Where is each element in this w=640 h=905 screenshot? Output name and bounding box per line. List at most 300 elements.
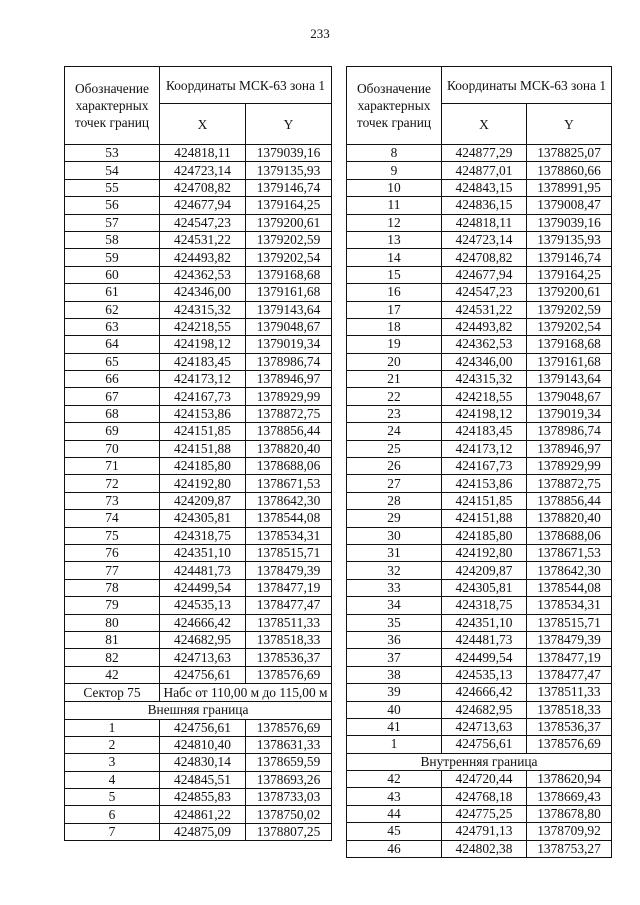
coord-x: 424547,23 [442, 284, 527, 301]
point-id: 68 [65, 405, 160, 422]
coord-y: 1378515,71 [246, 544, 332, 561]
table-row [65, 371, 332, 388]
coord-y: 1378518,33 [246, 631, 332, 648]
coord-x: 424153,86 [160, 405, 246, 422]
coord-y: 1378929,99 [246, 388, 332, 405]
coord-y: 1378479,39 [246, 562, 332, 579]
coord-x: 424836,15 [442, 197, 527, 214]
table-row [65, 492, 332, 509]
coord-x: 424318,75 [442, 597, 527, 614]
coord-y: 1378477,47 [246, 597, 332, 614]
coord-x: 424535,13 [160, 597, 246, 614]
point-id: 74 [65, 510, 160, 527]
coord-y: 1378511,33 [527, 684, 612, 701]
point-id: 22 [347, 388, 442, 405]
point-id: 14 [347, 249, 442, 266]
coord-y: 1378631,33 [246, 736, 332, 753]
coord-x: 424713,63 [442, 718, 527, 735]
header-x: X [442, 104, 527, 145]
point-id: 64 [65, 336, 160, 353]
point-id: 9 [347, 162, 442, 179]
table-row [65, 249, 332, 266]
point-id: 81 [65, 631, 160, 648]
coord-y: 1378477,19 [246, 579, 332, 596]
coord-y: 1379135,93 [246, 162, 332, 179]
point-id: 34 [347, 597, 442, 614]
coord-y: 1378671,53 [246, 475, 332, 492]
coord-x: 424723,14 [442, 231, 527, 248]
point-id: 29 [347, 510, 442, 527]
point-id: 31 [347, 544, 442, 561]
table-row [347, 301, 612, 318]
point-id: 77 [65, 562, 160, 579]
coord-x: 424855,83 [160, 789, 246, 806]
coord-x: 424151,88 [442, 510, 527, 527]
coord-y: 1379143,64 [527, 371, 612, 388]
coord-y: 1378986,74 [246, 353, 332, 370]
coord-y: 1378750,02 [246, 806, 332, 823]
point-id: 3 [65, 754, 160, 771]
coord-y: 1379019,34 [527, 405, 612, 422]
table-row [65, 544, 332, 561]
coord-x: 424351,10 [160, 544, 246, 561]
point-id: 57 [65, 214, 160, 231]
coord-x: 424493,82 [442, 318, 527, 335]
coord-x: 424531,22 [160, 231, 246, 248]
coord-x: 424481,73 [442, 631, 527, 648]
table-row [347, 631, 612, 648]
table-row [347, 162, 612, 179]
coord-y: 1378860,66 [527, 162, 612, 179]
coord-x: 424153,86 [442, 475, 527, 492]
table-row [65, 666, 332, 683]
sector-name: Сектор 75 [65, 684, 160, 702]
table-row [65, 614, 332, 631]
coord-y: 1378709,92 [527, 823, 612, 840]
coord-y: 1378544,08 [527, 579, 612, 596]
point-id: 44 [347, 805, 442, 822]
coord-y: 1378669,43 [527, 788, 612, 805]
point-id: 54 [65, 162, 160, 179]
coord-y: 1378678,80 [527, 805, 612, 822]
table-row [65, 631, 332, 648]
coord-y: 1378659,59 [246, 754, 332, 771]
coord-y: 1379202,54 [246, 249, 332, 266]
table-row [65, 301, 332, 318]
coord-x: 424185,80 [160, 458, 246, 475]
point-id: 56 [65, 197, 160, 214]
point-id: 30 [347, 527, 442, 544]
table-row [347, 440, 612, 457]
point-id: 73 [65, 492, 160, 509]
coord-x: 424723,14 [160, 162, 246, 179]
table-row [65, 649, 332, 666]
point-id: 27 [347, 475, 442, 492]
table-row [65, 388, 332, 405]
table-row [347, 405, 612, 422]
point-id: 82 [65, 649, 160, 666]
coord-y: 1378576,69 [246, 719, 332, 736]
coord-x: 424875,09 [160, 823, 246, 840]
coord-x: 424185,80 [442, 527, 527, 544]
coord-y: 1379202,59 [527, 301, 612, 318]
coord-y: 1378688,06 [527, 527, 612, 544]
coord-y: 1378856,44 [246, 423, 332, 440]
coord-x: 424708,82 [442, 249, 527, 266]
coord-x: 424209,87 [160, 492, 246, 509]
coord-y: 1378518,33 [527, 701, 612, 718]
coord-y: 1378536,37 [527, 718, 612, 735]
coord-x: 424315,32 [442, 371, 527, 388]
coord-x: 424183,45 [160, 353, 246, 370]
point-id: 76 [65, 544, 160, 561]
table-row [65, 736, 332, 753]
coord-y: 1379164,25 [246, 197, 332, 214]
coord-x: 424481,73 [160, 562, 246, 579]
coord-y: 1379161,68 [527, 353, 612, 370]
point-id: 46 [347, 840, 442, 857]
coord-x: 424362,53 [442, 336, 527, 353]
header-y: Y [246, 104, 332, 145]
point-id: 80 [65, 614, 160, 631]
table-row [347, 562, 612, 579]
table-row [347, 666, 612, 683]
coord-y: 1378479,39 [527, 631, 612, 648]
coord-x: 424830,14 [160, 754, 246, 771]
coord-x: 424183,45 [442, 423, 527, 440]
right-rows-a [347, 145, 612, 754]
coord-y: 1378576,69 [246, 666, 332, 683]
table-row [347, 388, 612, 405]
point-id: 37 [347, 649, 442, 666]
table-row [65, 197, 332, 214]
point-id: 55 [65, 179, 160, 196]
coord-y: 1378991,95 [527, 179, 612, 196]
coord-x: 424708,82 [160, 179, 246, 196]
table-row [347, 214, 612, 231]
table-row [65, 597, 332, 614]
coord-y: 1378534,31 [527, 597, 612, 614]
table-row [65, 510, 332, 527]
table-row [347, 579, 612, 596]
coord-x: 424818,11 [160, 145, 246, 162]
table-row [65, 231, 332, 248]
point-id: 8 [347, 145, 442, 162]
table-row [65, 789, 332, 806]
coord-x: 424756,61 [442, 736, 527, 753]
inner-border-label: Внутренняя граница [347, 753, 612, 770]
table-row [65, 214, 332, 231]
coord-x: 424151,85 [160, 423, 246, 440]
coord-x: 424151,85 [442, 492, 527, 509]
coord-x: 424362,53 [160, 266, 246, 283]
point-id: 20 [347, 353, 442, 370]
point-id: 42 [65, 666, 160, 683]
table-row [347, 423, 612, 440]
table-row [65, 284, 332, 301]
table-row [65, 266, 332, 283]
coord-y: 1378929,99 [527, 458, 612, 475]
coord-y: 1378511,33 [246, 614, 332, 631]
coord-x: 424877,01 [442, 162, 527, 179]
coord-x: 424151,88 [160, 440, 246, 457]
point-id: 63 [65, 318, 160, 335]
coord-x: 424499,54 [160, 579, 246, 596]
coord-x: 424861,22 [160, 806, 246, 823]
table-row [347, 736, 612, 753]
table-row [65, 179, 332, 196]
coord-x: 424218,55 [442, 388, 527, 405]
left-rows-a [65, 145, 332, 684]
coord-x: 424713,63 [160, 649, 246, 666]
coord-y: 1379135,93 [527, 231, 612, 248]
point-id: 62 [65, 301, 160, 318]
table-row [347, 266, 612, 283]
coord-x: 424843,15 [442, 179, 527, 196]
coord-x: 424318,75 [160, 527, 246, 544]
table-row [65, 162, 332, 179]
table-row [347, 771, 612, 788]
point-id: 61 [65, 284, 160, 301]
coord-x: 424305,81 [442, 579, 527, 596]
coordinates-table-left [64, 66, 332, 841]
point-id: 28 [347, 492, 442, 509]
point-id: 65 [65, 353, 160, 370]
coord-y: 1378620,94 [527, 771, 612, 788]
point-id: 35 [347, 614, 442, 631]
table-row [65, 405, 332, 422]
coord-y: 1379039,16 [246, 145, 332, 162]
header-y: Y [527, 104, 612, 145]
coord-x: 424167,73 [442, 458, 527, 475]
point-id: 38 [347, 666, 442, 683]
coord-x: 424173,12 [442, 440, 527, 457]
table-row [347, 510, 612, 527]
table-row [65, 754, 332, 771]
table-row [65, 353, 332, 370]
coord-y: 1378688,06 [246, 458, 332, 475]
coord-y: 1378986,74 [527, 423, 612, 440]
point-id: 2 [65, 736, 160, 753]
coord-y: 1379146,74 [527, 249, 612, 266]
coord-y: 1379168,68 [527, 336, 612, 353]
table-row [347, 197, 612, 214]
table-row [347, 805, 612, 822]
point-id: 53 [65, 145, 160, 162]
header-coordinate-system: Координаты МСК-63 зона 1 [160, 67, 332, 104]
table-row [347, 544, 612, 561]
coord-x: 424209,87 [442, 562, 527, 579]
point-id: 23 [347, 405, 442, 422]
coord-x: 424677,94 [442, 266, 527, 283]
coord-x: 424346,00 [442, 353, 527, 370]
coord-x: 424315,32 [160, 301, 246, 318]
point-id: 19 [347, 336, 442, 353]
point-id: 33 [347, 579, 442, 596]
coord-x: 424351,10 [442, 614, 527, 631]
point-id: 5 [65, 789, 160, 806]
point-id: 18 [347, 318, 442, 335]
point-id: 41 [347, 718, 442, 735]
coord-x: 424305,81 [160, 510, 246, 527]
coord-y: 1378544,08 [246, 510, 332, 527]
coord-x: 424768,18 [442, 788, 527, 805]
table-row [347, 249, 612, 266]
coord-y: 1379168,68 [246, 266, 332, 283]
coord-x: 424802,38 [442, 840, 527, 857]
coord-y: 1379200,61 [246, 214, 332, 231]
coord-y: 1379019,34 [246, 336, 332, 353]
table-row [347, 684, 612, 701]
point-id: 40 [347, 701, 442, 718]
coord-x: 424198,12 [442, 405, 527, 422]
header-coordinate-system: Координаты МСК-63 зона 1 [442, 67, 612, 104]
point-id: 16 [347, 284, 442, 301]
coord-y: 1378576,69 [527, 736, 612, 753]
point-id: 72 [65, 475, 160, 492]
coord-y: 1379164,25 [527, 266, 612, 283]
coord-y: 1378753,27 [527, 840, 612, 857]
coord-x: 424756,61 [160, 666, 246, 683]
point-id: 12 [347, 214, 442, 231]
table-row [347, 179, 612, 196]
coord-x: 424531,22 [442, 301, 527, 318]
point-id: 60 [65, 266, 160, 283]
coord-y: 1378477,47 [527, 666, 612, 683]
table-row [347, 145, 612, 162]
coord-x: 424535,13 [442, 666, 527, 683]
table-row [347, 788, 612, 805]
coord-x: 424666,42 [160, 614, 246, 631]
table-row [347, 597, 612, 614]
coord-x: 424845,51 [160, 771, 246, 788]
table-row [65, 562, 332, 579]
coord-x: 424818,11 [442, 214, 527, 231]
table-row [347, 649, 612, 666]
point-id: 32 [347, 562, 442, 579]
coord-x: 424677,94 [160, 197, 246, 214]
coord-y: 1378733,03 [246, 789, 332, 806]
table-row [347, 284, 612, 301]
point-id: 1 [347, 736, 442, 753]
point-id: 4 [65, 771, 160, 788]
coord-y: 1379161,68 [246, 284, 332, 301]
header-point-label: Обозначение характерных точек границ [65, 67, 160, 145]
coord-x: 424720,44 [442, 771, 527, 788]
coord-x: 424810,40 [160, 736, 246, 753]
point-id: 42 [347, 771, 442, 788]
coord-x: 424346,00 [160, 284, 246, 301]
point-id: 69 [65, 423, 160, 440]
coord-x: 424682,95 [442, 701, 527, 718]
coord-x: 424493,82 [160, 249, 246, 266]
coord-x: 424775,25 [442, 805, 527, 822]
point-id: 11 [347, 197, 442, 214]
coord-x: 424192,80 [442, 544, 527, 561]
table-row [65, 579, 332, 596]
coord-x: 424198,12 [160, 336, 246, 353]
table-row [347, 353, 612, 370]
table-row [65, 475, 332, 492]
point-id: 78 [65, 579, 160, 596]
coord-y: 1379039,16 [527, 214, 612, 231]
point-id: 1 [65, 719, 160, 736]
point-id: 21 [347, 371, 442, 388]
coord-x: 424192,80 [160, 475, 246, 492]
coord-y: 1379048,67 [246, 318, 332, 335]
table-row [65, 806, 332, 823]
table-row [65, 458, 332, 475]
table-row [347, 458, 612, 475]
point-id: 75 [65, 527, 160, 544]
point-id: 6 [65, 806, 160, 823]
coord-y: 1378946,97 [527, 440, 612, 457]
point-id: 66 [65, 371, 160, 388]
coord-y: 1378820,40 [527, 510, 612, 527]
coord-y: 1378642,30 [527, 562, 612, 579]
coord-y: 1378477,19 [527, 649, 612, 666]
table-row [65, 823, 332, 840]
coord-y: 1378872,75 [246, 405, 332, 422]
outer-border-label: Внешняя граница [65, 702, 332, 719]
table-row [347, 475, 612, 492]
table-row [65, 145, 332, 162]
point-id: 15 [347, 266, 442, 283]
point-id: 13 [347, 231, 442, 248]
point-id: 45 [347, 823, 442, 840]
coord-y: 1378515,71 [527, 614, 612, 631]
coord-y: 1378693,26 [246, 771, 332, 788]
table-row [65, 336, 332, 353]
coord-y: 1379202,54 [527, 318, 612, 335]
table-row [347, 823, 612, 840]
coord-x: 424499,54 [442, 649, 527, 666]
table-row [347, 492, 612, 509]
coord-x: 424682,95 [160, 631, 246, 648]
left-rows-b [65, 719, 332, 841]
coord-y: 1378642,30 [246, 492, 332, 509]
table-row [65, 527, 332, 544]
table-row [347, 718, 612, 735]
coord-y: 1378671,53 [527, 544, 612, 561]
table-row [65, 318, 332, 335]
header-x: X [160, 104, 246, 145]
coord-y: 1379008,47 [527, 197, 612, 214]
coord-y: 1378807,25 [246, 823, 332, 840]
point-id: 39 [347, 684, 442, 701]
header-point-label: Обозначение характерных точек границ [347, 67, 442, 145]
coord-y: 1378820,40 [246, 440, 332, 457]
coord-x: 424666,42 [442, 684, 527, 701]
table-row [347, 701, 612, 718]
page-number: 233 [310, 26, 330, 41]
coord-y: 1379146,74 [246, 179, 332, 196]
coord-x: 424173,12 [160, 371, 246, 388]
coord-y: 1378872,75 [527, 475, 612, 492]
table-row [347, 318, 612, 335]
coord-y: 1378536,37 [246, 649, 332, 666]
point-id: 71 [65, 458, 160, 475]
coord-y: 1379143,64 [246, 301, 332, 318]
coord-y: 1379048,67 [527, 388, 612, 405]
point-id: 24 [347, 423, 442, 440]
point-id: 17 [347, 301, 442, 318]
point-id: 58 [65, 231, 160, 248]
table-row [65, 771, 332, 788]
coord-y: 1378856,44 [527, 492, 612, 509]
point-id: 43 [347, 788, 442, 805]
point-id: 70 [65, 440, 160, 457]
